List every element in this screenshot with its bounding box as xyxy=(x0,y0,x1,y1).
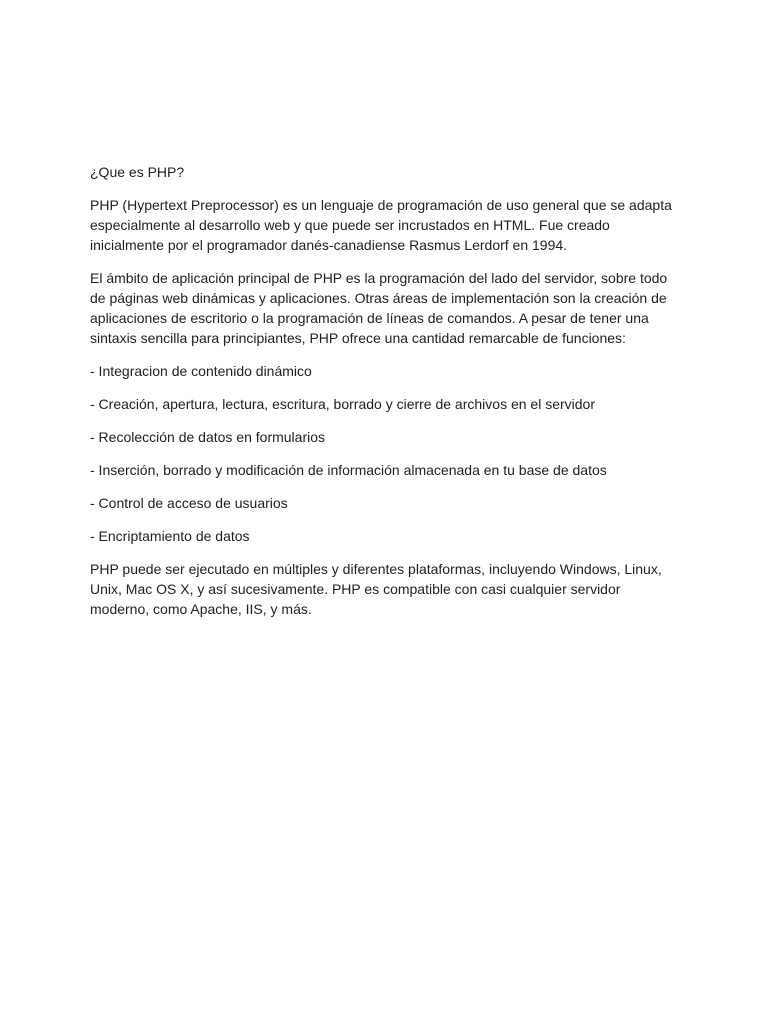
list-item: - Integracion de contenido dinámico xyxy=(90,363,312,379)
platforms-paragraph: PHP puede ser ejecutado en múltiples y diferentes plataformas, incluyendo Windows, Linux, Unix, Mac OS X, y así sucesivamente. PHP es compatible con casi cualquier servidor moderno, como Apache, IIS, y más. xyxy=(90,561,662,617)
list-item: - Inserción, borrado y modificación de información almacenada en tu base de datos xyxy=(90,462,607,478)
list-item: - Encriptamiento de datos xyxy=(90,528,250,544)
features-list xyxy=(90,361,680,546)
list-item: - Control de acceso de usuarios xyxy=(90,495,288,511)
intro-paragraph: PHP (Hypertext Preprocessor) es un lenguaje de programación de uso general que se adapta especialmente al desarrollo web y que puede ser incrustados en HTML. Fue creado inicialmente por el programador danés-canadiense Rasmus Lerdorf en 1994. xyxy=(90,197,672,253)
document-page xyxy=(90,162,680,632)
list-item: - Creación, apertura, lectura, escritura, borrado y cierre de archivos en el servidor xyxy=(90,396,595,412)
document-heading: ¿Que es PHP? xyxy=(90,164,185,180)
list-item: - Recolección de datos en formularios xyxy=(90,429,326,445)
scope-paragraph: El ámbito de aplicación principal de PHP es la programación del lado del servidor, sobre todo de páginas web dinámicas y aplicaciones. Otras áreas de implementación son la creación de aplicaciones de escritorio o la programación de líneas de comandos. A pesar de tener una sintaxis sencilla para principiantes, PHP ofrece una cantidad remarcable de funciones: xyxy=(90,270,668,346)
